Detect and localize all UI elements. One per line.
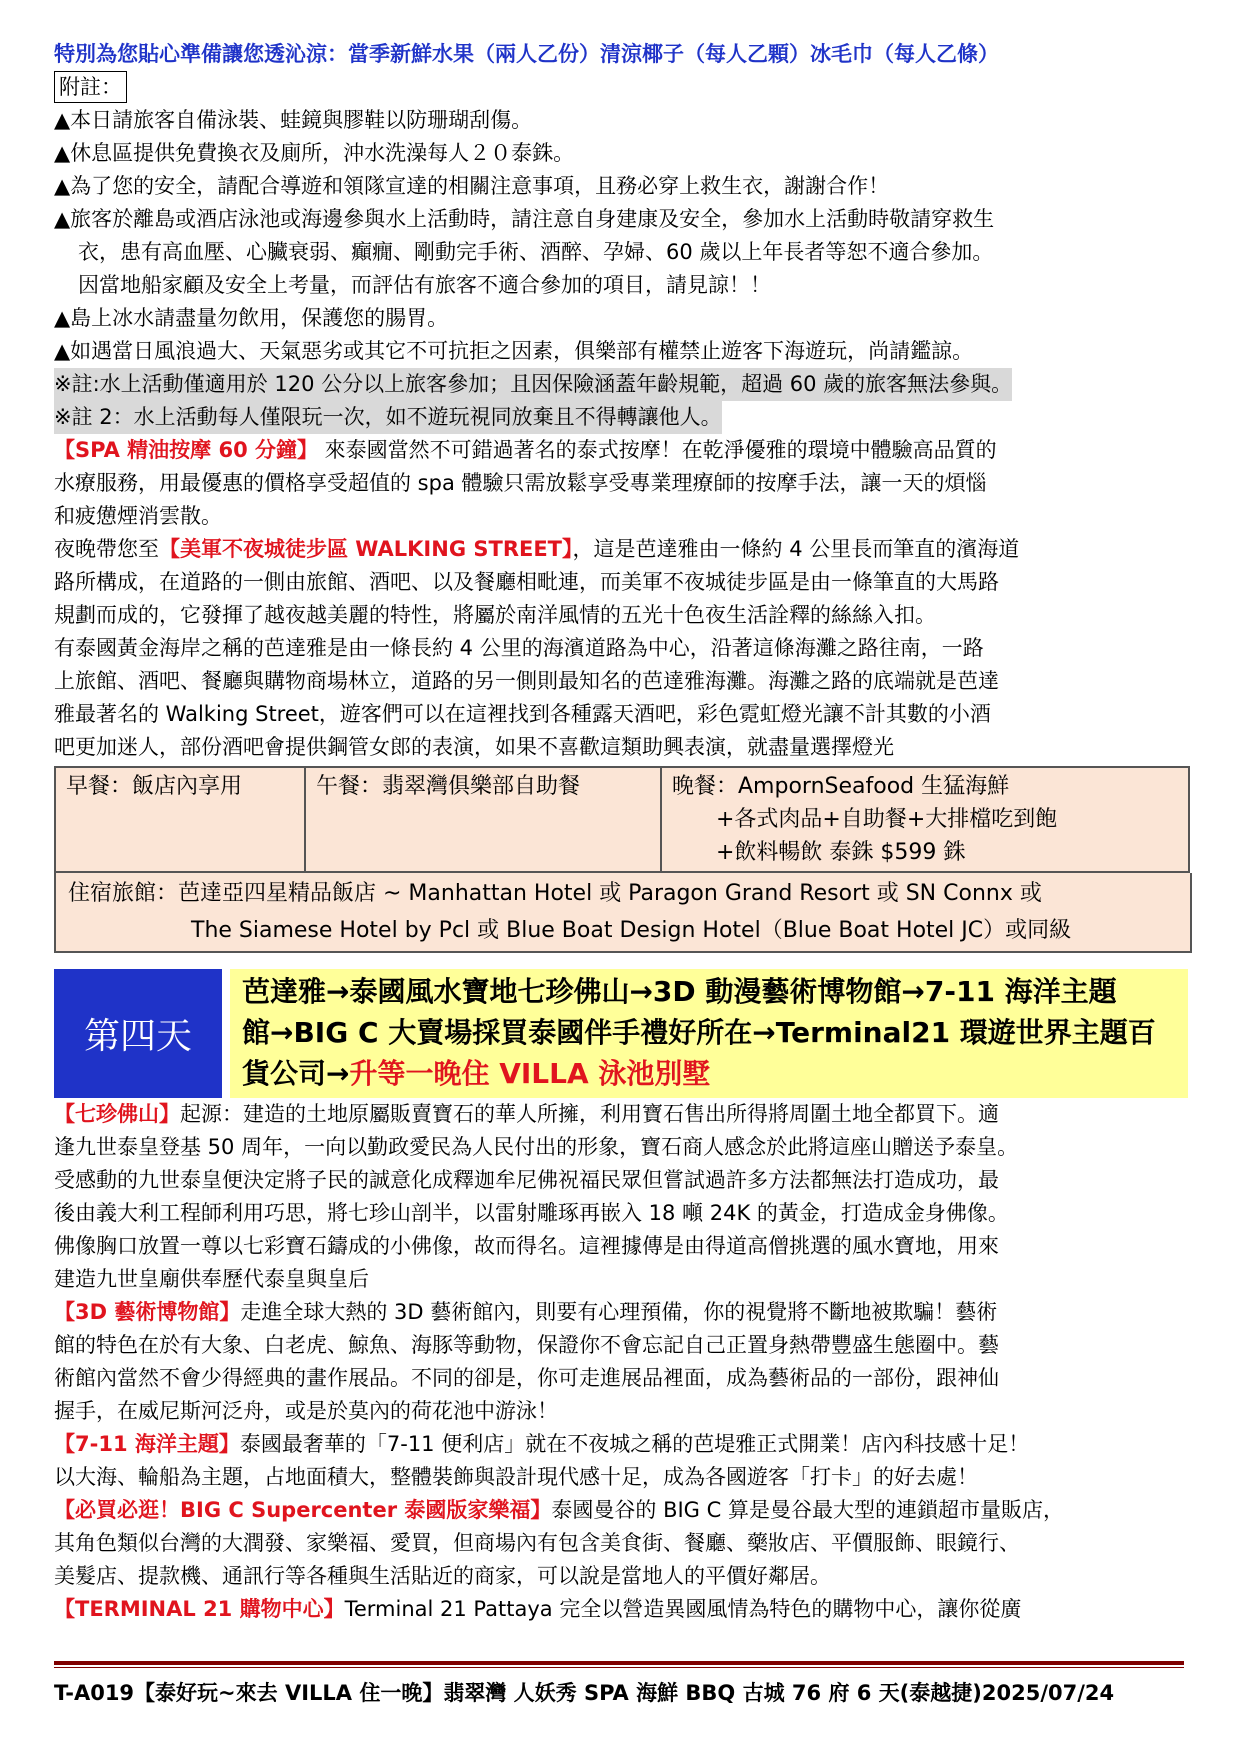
walking-paragraph: [54, 533, 1188, 566]
gray-note-1: ※註:水上活動僅適用於 120 公分以上旅客參加；且因保險涵蓋年齡規範，超過 60 歲的旅客無法參與。: [54, 368, 1012, 401]
seven-title: 【7-11 海洋主題】: [54, 1432, 240, 1456]
spa-paragraph: [54, 434, 1188, 467]
walking-line-4: 有泰國黃金海岸之稱的芭達雅是由一條長約 4 公里的海濱道路為中心，沿著這條海灘之路往南，一路: [54, 636, 984, 660]
header-line: 特別為您貼心準備讓您透沁涼：當季新鮮水果（兩人乙份）清涼椰子（每人乙顆）冰毛巾（每人乙條）: [54, 42, 999, 66]
note-3: ▲為了您的安全，請配合導遊和領隊宣達的相關注意事項，且務必穿上救生衣，謝謝合作！: [54, 174, 890, 198]
bigc-title: 【必買必逛！BIG C Supercenter 泰國版家樂福】: [54, 1498, 552, 1522]
footer-rule-thick: [54, 1661, 1184, 1665]
note-5: ▲島上冰水請盡量勿飲用，保護您的腸胃。: [54, 306, 449, 330]
meal-table: [54, 766, 1190, 873]
buddha-title: 【七珍佛山】: [54, 1102, 180, 1126]
museum-line-1: 走進全球大熱的 3D 藝術館內，則要有心理預備，你的視覺將不斷地被欺騙！藝術: [240, 1300, 998, 1324]
bigc-line-1: 泰國曼谷的 BIG C 算是曼谷最大型的連鎖超市量販店，: [551, 1498, 1064, 1522]
spa-line-3: 和疲憊煙消雲散。: [54, 504, 222, 528]
spa-title: 【SPA 精油按摩 60 分鐘】: [54, 438, 318, 462]
day4-label: 第四天: [54, 969, 230, 1098]
buddha-line-3: 受感動的九世泰皇便決定將子民的誠意化成釋迦牟尼佛祝福民眾但嘗試過許多方法都無法打造成功，最: [54, 1168, 999, 1192]
seven-line-1: 泰國最奢華的「7-11 便利店」就在不夜城之稱的芭堤雅正式開業！店內科技感十足！: [239, 1432, 1030, 1456]
walking-line-3: 規劃而成的，它發揮了越夜越美麗的特性，將屬於南洋風情的五光十色夜生活詮釋的絲絲入扣。: [54, 603, 936, 627]
buddha-line-6: 建造九世皇廟供奉歷代泰皇與皇后: [54, 1267, 369, 1291]
buddha-line-5: 佛像胸口放置一尊以七彩寶石鑄成的小佛像，故而得名。這裡據傳是由得道高僧挑選的風水寶地，用來: [54, 1234, 999, 1258]
buddha-line-4: 後由義大利工程師利用巧思，將七珍山剖半，以雷射雕琢再嵌入 18 噸 24K 的黃金，打造成金身佛像。: [54, 1201, 1009, 1225]
walking-line-6: 雅最著名的 Walking Street，遊客們可以在這裡找到各種露天酒吧，彩色霓虹燈光讓不計其數的小酒: [54, 702, 991, 726]
lunch-cell: [305, 767, 661, 872]
spa-line-1: 來泰國當然不可錯過著名的泰式按摩！在乾淨優雅的環境中體驗高品質的: [318, 438, 997, 462]
stay-box: [54, 873, 1192, 953]
stay-line-2: The Siamese Hotel by Pcl 或 Blue Boat Design Hotel（Blue Boat Hotel JC）或同級: [191, 918, 1072, 943]
dinner-line-3: +飲料暢飲 泰銖 $599 銖: [716, 840, 966, 865]
footer-text: T-A019【泰好玩~來去 VILLA 住一晚】翡翠灣 人妖秀 SPA 海鮮 BBQ 古城 76 府 6 天(泰越捷)2025/07/24: [54, 1681, 1115, 1705]
seven-paragraph: [54, 1428, 1188, 1461]
day4-villa-upgrade: 升等一晚住 VILLA 泳池別墅: [349, 1057, 711, 1090]
museum-line-2: 館的特色在於有大象、白老虎、鯨魚、海豚等動物，保證你不會忘記自己正置身熱帶豐盛生態圈中。藝: [54, 1333, 999, 1357]
day4-title-line-1: 芭達雅→泰國風水寶地七珍佛山→3D 動漫藝術博物館→7-11 海洋主題: [242, 975, 1117, 1008]
dinner-line-1: 晚餐：AmpornSeafood 生猛海鮮: [672, 774, 1010, 799]
walking-line-1: ，這是芭達雅由一條約 4 公里長而筆直的濱海道: [572, 537, 1020, 561]
museum-line-4: 握手，在威尼斯河泛舟，或是於莫內的荷花池中游泳！: [54, 1399, 558, 1423]
walking-line-5: 上旅館、酒吧、餐廳與購物商場林立，道路的另一側則最知名的芭達雅海灘。海灘之路的底端就是芭達: [54, 669, 999, 693]
note-label: 附註：: [54, 71, 127, 103]
bigc-paragraph: [54, 1494, 1188, 1527]
bigc-line-2: 其角色類似台灣的大潤發、家樂福、愛買，但商場內有包含美食街、餐廳、藥妝店、平價服飾、眼鏡行、: [54, 1531, 1020, 1555]
footer-rule-thin: [54, 1667, 1184, 1668]
breakfast-text: 早餐：飯店內享用: [66, 774, 243, 799]
note-4-cont-2: 因當地船家顧及安全上考量，而評估有旅客不適合參加的項目，請見諒！！: [78, 273, 771, 297]
breakfast-cell: [55, 767, 305, 872]
walking-line-2: 路所構成，在道路的一側由旅館、酒吧、以及餐廳相毗連，而美軍不夜城徒步區是由一條筆直的大馬路: [54, 570, 999, 594]
day4-title: [230, 969, 1188, 1098]
spa-line-2: 水療服務，用最優惠的價格享受超值的 spa 體驗只需放鬆享受專業理療師的按摩手法，讓一天的煩惱: [54, 471, 987, 495]
note-4-cont-1: 衣，患有高血壓、心臟衰弱、癲癇、剛動完手術、酒醉、孕婦、60 歲以上年長者等恕不適合參加。: [78, 240, 994, 264]
gray-note-2: ※註 2：水上活動每人僅限玩一次，如不遊玩視同放棄且不得轉讓他人。: [54, 401, 722, 434]
walking-title: 【美軍不夜城徒步區 WALKING STREET】: [159, 537, 573, 561]
note-6: ▲如遇當日風浪過大、天氣惡劣或其它不可抗拒之因素，俱樂部有權禁止遊客下海遊玩，尚請鑑諒。: [54, 339, 974, 363]
day4-header: [54, 969, 1188, 1098]
museum-line-3: 術館內當然不會少得經典的畫作展品。不同的卻是，你可走進展品裡面，成為藝術品的一部份，跟神仙: [54, 1366, 999, 1390]
day4-title-line-2: 館→BIG C 大賣場採買泰國伴手禮好所在→Terminal21 環遊世界主題百: [242, 1016, 1156, 1049]
buddha-line-1: 起源：建造的土地原屬販賣寶石的華人所擁，利用寶石售出所得將周圍土地全都買下。適: [180, 1102, 999, 1126]
document-body: [54, 38, 1188, 1626]
museum-title: 【3D 藝術博物館】: [54, 1300, 241, 1324]
note-4: ▲旅客於離島或酒店泳池或海邊參與水上活動時，請注意自身建康及安全，參加水上活動時敬請穿救生: [54, 207, 995, 231]
lunch-text: 午餐：翡翠灣俱樂部自助餐: [316, 774, 581, 799]
dinner-line-2: +各式肉品+自助餐+大排檔吃到飽: [716, 807, 1058, 832]
walking-prefix: 夜晚帶您至: [54, 537, 159, 561]
walking-line-7: 吧更加迷人，部份酒吧會提供鋼管女郎的表演，如果不喜歡這類助興表演，就盡量選擇燈光: [54, 735, 894, 759]
terminal-line-1: Terminal 21 Pattaya 完全以營造異國風情為特色的購物中心，讓你從廣: [344, 1597, 1022, 1621]
terminal-title: 【TERMINAL 21 購物中心】: [54, 1597, 345, 1621]
note-1: ▲本日請旅客自備泳裝、蛙鏡與膠鞋以防珊瑚刮傷。: [54, 108, 533, 132]
buddha-paragraph: [54, 1098, 1188, 1131]
terminal-paragraph: [54, 1593, 1188, 1626]
note-label-row: [54, 71, 1188, 104]
note-2: ▲休息區提供免費換衣及廁所，沖水洗澡每人２０泰銖。: [54, 141, 575, 165]
dinner-cell: [661, 767, 1189, 872]
stay-line-1: 住宿旅館：芭達亞四星精品飯店 ~ Manhattan Hotel 或 Paragon Grand Resort 或 SN Connx 或: [68, 881, 1042, 906]
seven-line-2: 以大海、輪船為主題，占地面積大，整體裝飾與設計現代感十足，成為各國遊客「打卡」的好去處！: [54, 1465, 978, 1489]
buddha-line-2: 逢九世泰皇登基 50 周年，一向以勤政愛民為人民付出的形象，寶石商人感念於此將這座山贈送予泰皇。: [54, 1135, 1019, 1159]
bigc-line-3: 美髮店、提款機、通訊行等各種與生活貼近的商家，可以說是當地人的平價好鄰居。: [54, 1564, 831, 1588]
museum-paragraph: [54, 1296, 1188, 1329]
day4-title-line-3: 貨公司→: [242, 1057, 350, 1090]
